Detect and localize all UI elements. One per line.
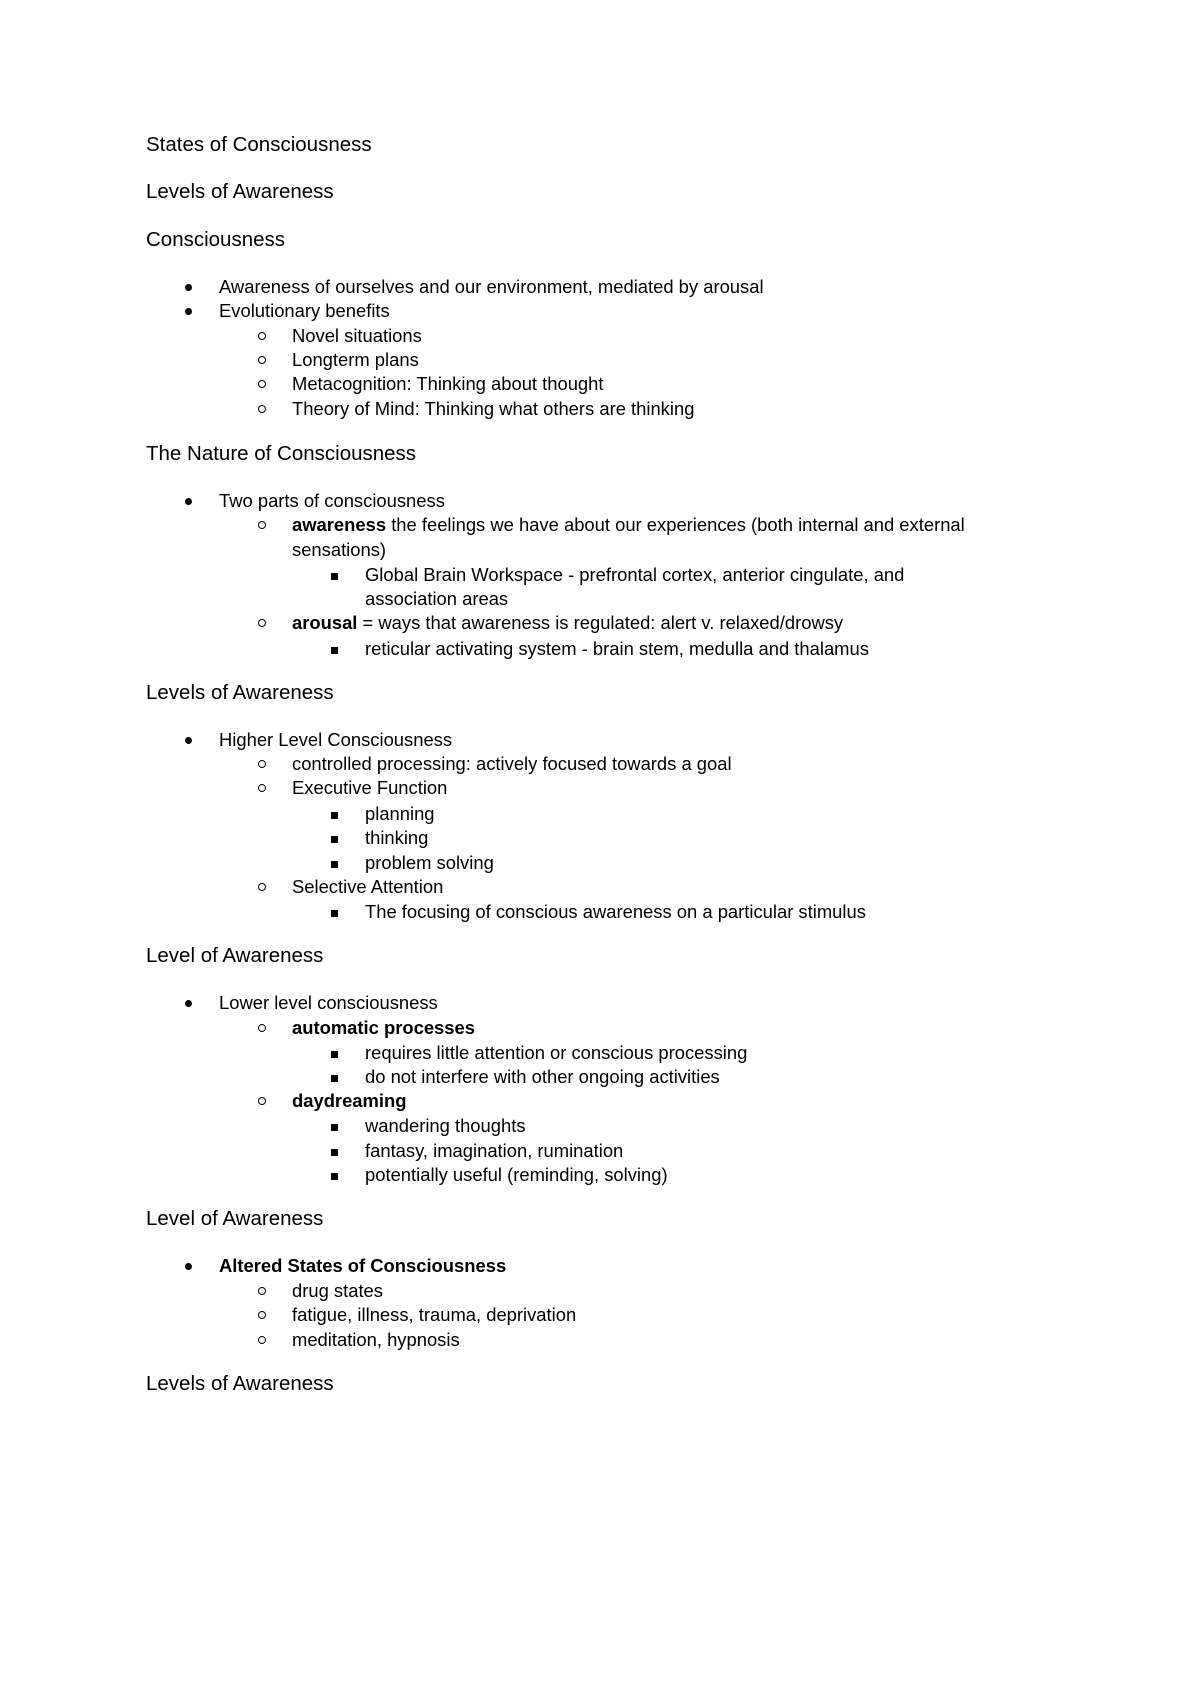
square-bullet-icon xyxy=(331,1173,338,1180)
list-item: awareness the feelings we have about our experiences (both internal and external xyxy=(292,512,965,538)
square-bullet-icon xyxy=(331,910,338,917)
heading-levels-of-awareness-3: Levels of Awareness xyxy=(146,1372,334,1395)
list-item: Awareness of ourselves and our environment, mediated by arousal xyxy=(219,274,764,300)
bullet-icon xyxy=(185,284,192,291)
list-item: Global Brain Workspace - prefrontal cortex, anterior cingulate, and xyxy=(365,562,904,588)
square-bullet-icon xyxy=(331,812,338,819)
list-item: controlled processing: actively focused towards a goal xyxy=(292,751,732,777)
heading-levels-of-awareness-1: Levels of Awareness xyxy=(146,180,334,203)
circle-bullet-icon xyxy=(258,1097,266,1105)
circle-bullet-icon xyxy=(258,784,266,792)
square-bullet-icon xyxy=(331,836,338,843)
list-item-continuation: association areas xyxy=(365,588,509,609)
circle-bullet-icon xyxy=(258,1287,266,1295)
list-item: arousal = ways that awareness is regulated: alert v. relaxed/drowsy xyxy=(292,610,843,636)
list-item: Executive Function xyxy=(292,775,447,801)
list-item: meditation, hypnosis xyxy=(292,1327,460,1353)
bullet-icon xyxy=(185,308,192,315)
list-item: reticular activating system - brain stem, medulla and thalamus xyxy=(365,636,869,662)
square-bullet-icon xyxy=(331,573,338,580)
list-item: fatigue, illness, trauma, deprivation xyxy=(292,1302,576,1328)
list-item: Longterm plans xyxy=(292,347,419,373)
list-item: Two parts of consciousness xyxy=(219,488,445,514)
list-item: fantasy, imagination, rumination xyxy=(365,1138,623,1164)
list-item: Higher Level Consciousness xyxy=(219,727,452,753)
list-item: Lower level consciousness xyxy=(219,990,438,1016)
bullet-icon xyxy=(185,498,192,505)
list-item-continuation: sensations) xyxy=(292,539,387,560)
square-bullet-icon xyxy=(331,861,338,868)
list-item: Altered States of Consciousness xyxy=(219,1253,506,1279)
list-item: thinking xyxy=(365,825,428,851)
bullet-icon xyxy=(185,1000,192,1007)
heading-consciousness: Consciousness xyxy=(146,228,286,251)
list-item: drug states xyxy=(292,1278,383,1304)
term-awareness: awareness xyxy=(292,514,387,535)
circle-bullet-icon xyxy=(258,521,266,529)
term-arousal: arousal xyxy=(292,612,358,633)
heading-level-of-awareness-1: Level of Awareness xyxy=(146,944,324,967)
bullet-icon xyxy=(185,1263,192,1270)
circle-bullet-icon xyxy=(258,619,266,627)
heading-nature-of-consciousness: The Nature of Consciousness xyxy=(146,442,417,465)
list-item: Novel situations xyxy=(292,323,422,349)
list-item: problem solving xyxy=(365,850,494,876)
list-item: do not interfere with other ongoing activities xyxy=(365,1064,720,1090)
list-item: wandering thoughts xyxy=(365,1113,526,1139)
list-item: Selective Attention xyxy=(292,874,443,900)
circle-bullet-icon xyxy=(258,1336,266,1344)
square-bullet-icon xyxy=(331,1075,338,1082)
square-bullet-icon xyxy=(331,1051,338,1058)
list-item: Theory of Mind: Thinking what others are thinking xyxy=(292,396,694,422)
list-item: automatic processes xyxy=(292,1015,475,1041)
list-item: daydreaming xyxy=(292,1088,406,1114)
list-item: requires little attention or conscious processing xyxy=(365,1040,747,1066)
list-item: Evolutionary benefits xyxy=(219,298,390,324)
list-item: The focusing of conscious awareness on a particular stimulus xyxy=(365,899,866,925)
heading-levels-of-awareness-2: Levels of Awareness xyxy=(146,681,334,704)
heading-states-of-consciousness: States of Consciousness xyxy=(146,133,372,156)
bullet-icon xyxy=(185,737,192,744)
circle-bullet-icon xyxy=(258,356,266,364)
circle-bullet-icon xyxy=(258,405,266,413)
heading-level-of-awareness-2: Level of Awareness xyxy=(146,1207,324,1230)
list-item: Metacognition: Thinking about thought xyxy=(292,371,604,397)
square-bullet-icon xyxy=(331,1124,338,1131)
circle-bullet-icon xyxy=(258,332,266,340)
square-bullet-icon xyxy=(331,1149,338,1156)
circle-bullet-icon xyxy=(258,1311,266,1319)
circle-bullet-icon xyxy=(258,1024,266,1032)
circle-bullet-icon xyxy=(258,380,266,388)
square-bullet-icon xyxy=(331,647,338,654)
circle-bullet-icon xyxy=(258,760,266,768)
list-item: planning xyxy=(365,801,435,827)
circle-bullet-icon xyxy=(258,883,266,891)
list-item: potentially useful (reminding, solving) xyxy=(365,1162,668,1188)
